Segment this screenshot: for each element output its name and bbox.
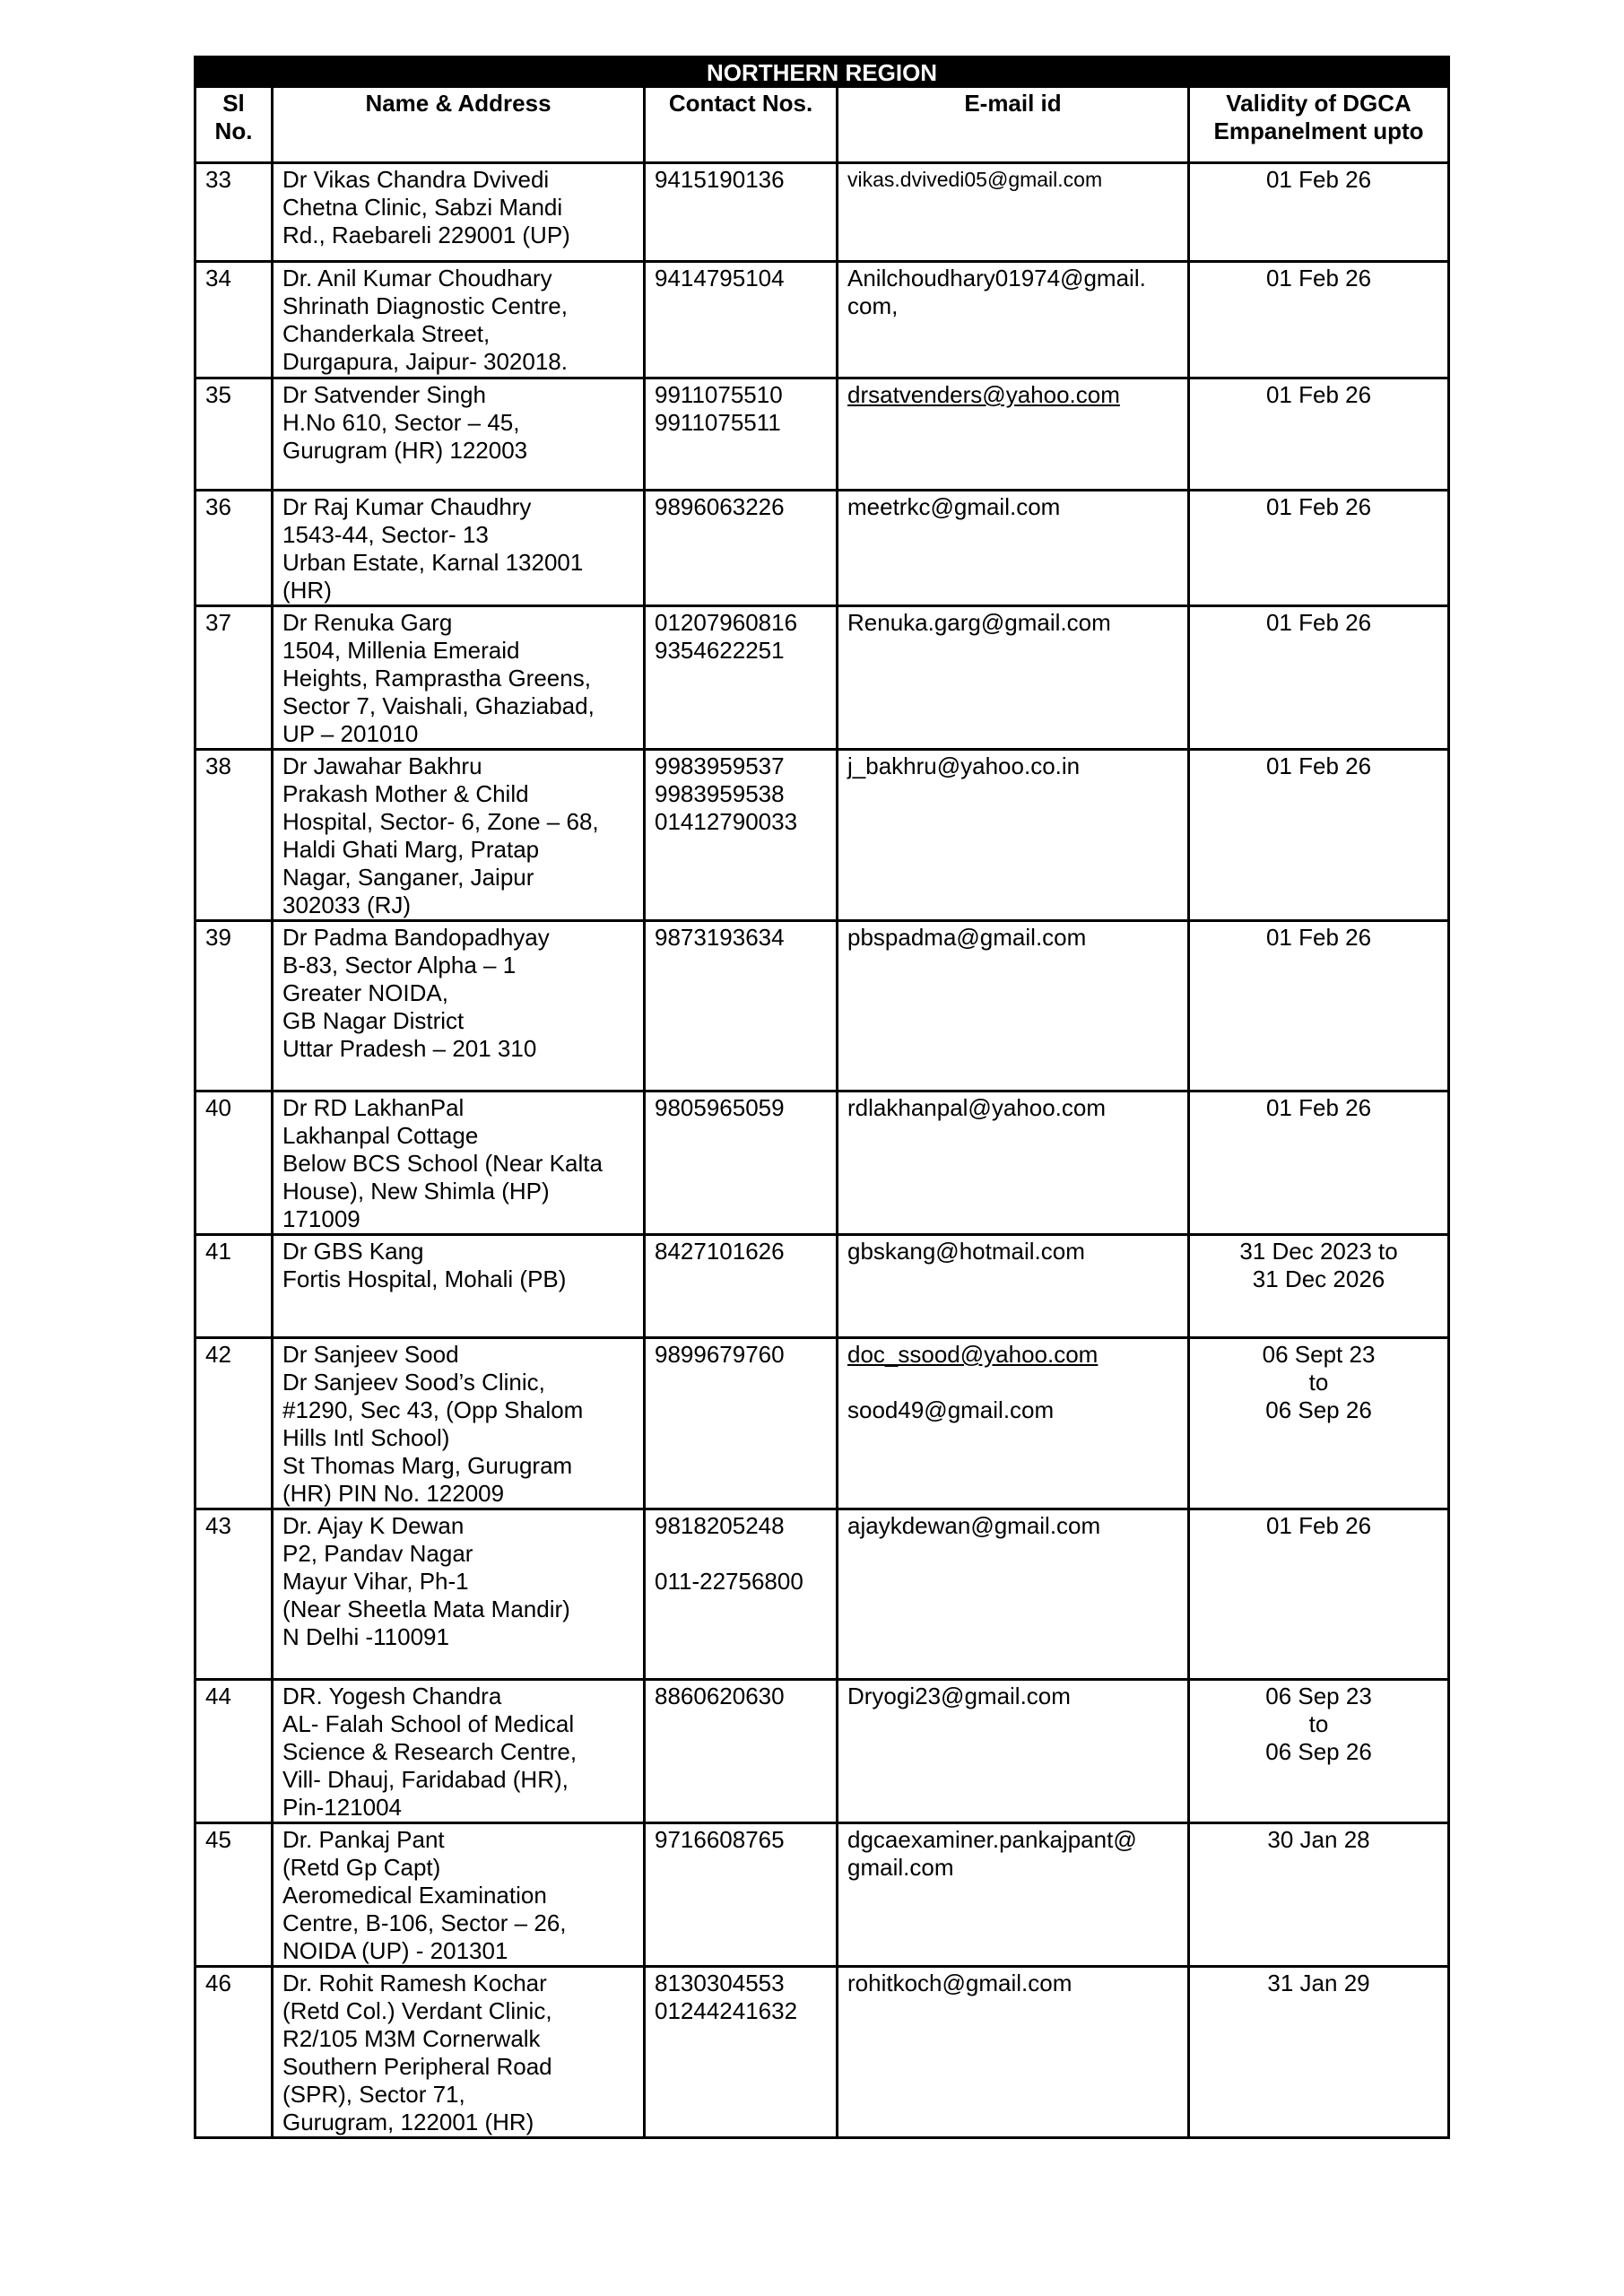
name-address-line: (Near Sheetla Mata Mandir) <box>282 1596 570 1622</box>
email-cell <box>838 1509 1189 1680</box>
email-address: gbskang@hotmail.com <box>847 1238 1085 1265</box>
validity-date: 06 Sep 26 <box>1265 1738 1372 1765</box>
contact-number: 01244241632 <box>655 1997 798 2024</box>
name-address-line: Dr Satvender Singh <box>282 381 486 408</box>
contact-cell <box>645 262 838 378</box>
email-address: Renuka.garg@gmail.com <box>847 609 1111 636</box>
name-address-line: Urban Estate, Karnal 132001 <box>282 549 584 576</box>
name-address-cell <box>273 1967 645 2138</box>
name-address-line: DR. Yogesh Chandra <box>282 1683 502 1709</box>
contact-number: 9983959538 <box>655 780 785 807</box>
serial-number: 45 <box>205 1826 231 1853</box>
table-row <box>195 1091 1449 1235</box>
name-address-line: Dr Vikas Chandra Dvivedi <box>282 166 550 193</box>
name-address-cell <box>273 1091 645 1235</box>
name-address-line: B-83, Sector Alpha – 1 <box>282 952 517 978</box>
email-cell <box>838 1235 1189 1338</box>
contact-number: 9873193634 <box>655 924 785 951</box>
table-row <box>195 1509 1449 1680</box>
email-address: vikas.dvivedi05@gmail.com <box>847 168 1103 191</box>
table-row <box>195 378 1449 491</box>
name-address-line: (Retd Col.) Verdant Clinic, <box>282 1997 552 2024</box>
name-address-cell <box>273 1509 645 1680</box>
table-row <box>195 1967 1449 2138</box>
validity-date: 01 Feb 26 <box>1265 493 1372 520</box>
serial-number-cell <box>195 378 273 491</box>
contact-cell <box>645 750 838 921</box>
name-address-line: 1504, Millenia Emeraid <box>282 637 520 664</box>
contact-cell <box>645 1823 838 1967</box>
header-name-address: Name & Address <box>273 87 645 163</box>
name-address-line: Durgapura, Jaipur- 302018. <box>282 348 568 375</box>
serial-number: 34 <box>205 265 231 291</box>
column-header-row <box>195 87 1449 163</box>
validity-cell <box>1189 1091 1449 1235</box>
validity-date: 01 Feb 26 <box>1265 381 1372 408</box>
serial-number-cell <box>195 1509 273 1680</box>
name-address-line: (Retd Gp Capt) <box>282 1854 441 1881</box>
name-address-line: Nagar, Sanganer, Jaipur <box>282 864 534 891</box>
name-address-line: Chanderkala Street, <box>282 320 491 347</box>
validity-cell <box>1189 606 1449 750</box>
table-row <box>195 921 1449 1091</box>
name-address-line: 171009 <box>282 1205 360 1232</box>
name-address-line: Vill- Dhauj, Faridabad (HR), <box>282 1766 569 1793</box>
name-address-line: (SPR), Sector 71, <box>282 2081 465 2108</box>
contact-number: 9983959537 <box>655 752 785 779</box>
validity-cell <box>1189 921 1449 1091</box>
email-cell <box>838 491 1189 606</box>
contact-cell <box>645 1680 838 1823</box>
name-address-line: P2, Pandav Nagar <box>282 1540 473 1567</box>
contact-number: 9911075510 <box>655 381 783 408</box>
name-address-line: Uttar Pradesh – 201 310 <box>282 1035 537 1062</box>
name-address-cell <box>273 921 645 1091</box>
validity-cell <box>1189 1823 1449 1967</box>
serial-number: 38 <box>205 752 231 779</box>
validity-date: 01 Feb 26 <box>1265 752 1372 779</box>
contact-cell <box>645 1091 838 1235</box>
serial-number-cell <box>195 262 273 378</box>
name-address-line: Dr GBS Kang <box>282 1238 424 1265</box>
name-address-line: Mayur Vihar, Ph-1 <box>282 1568 469 1595</box>
validity-date: 30 Jan 28 <box>1267 1826 1370 1853</box>
contact-number: 9899679760 <box>655 1341 785 1368</box>
name-address-cell <box>273 750 645 921</box>
validity-date: 31 Jan 29 <box>1267 1970 1370 1996</box>
validity-cell <box>1189 1235 1449 1338</box>
name-address-line: Dr Raj Kumar Chaudhry <box>282 493 532 520</box>
email-cell <box>838 163 1189 262</box>
serial-number: 33 <box>205 166 231 193</box>
name-address-line: Pin-121004 <box>282 1794 402 1821</box>
serial-number-cell <box>195 750 273 921</box>
name-address-line: Dr Padma Bandopadhyay <box>282 924 550 951</box>
name-address-line: Dr RD LakhanPal <box>282 1094 465 1121</box>
table-row <box>195 606 1449 750</box>
contact-number: 9911075511 <box>655 409 781 436</box>
table-row <box>195 163 1449 262</box>
email-address: com, <box>847 292 899 319</box>
region-title: NORTHERN REGION <box>195 57 1449 87</box>
table-row <box>195 262 1449 378</box>
email-address: drsatvenders@yahoo.com <box>847 381 1120 408</box>
validity-date: 01 Feb 26 <box>1265 1512 1372 1539</box>
name-address-line: Dr Renuka Garg <box>282 609 453 636</box>
contact-number: 9818205248 <box>655 1512 785 1539</box>
contact-number: 9716608765 <box>655 1826 785 1853</box>
name-address-cell <box>273 163 645 262</box>
header-contact: Contact Nos. <box>645 87 838 163</box>
contact-number: 8427101626 <box>655 1238 785 1265</box>
validity-date: to <box>1308 1369 1329 1396</box>
serial-number: 35 <box>205 381 231 408</box>
name-address-line: Haldi Ghati Marg, Pratap <box>282 836 540 863</box>
name-address-line: Dr. Ajay K Dewan <box>282 1512 465 1539</box>
name-address-cell <box>273 1823 645 1967</box>
serial-number-cell <box>195 1235 273 1338</box>
email-address: doc_ssood@yahoo.com <box>847 1341 1099 1368</box>
contact-cell <box>645 378 838 491</box>
table-row <box>195 1235 1449 1338</box>
serial-number-cell <box>195 921 273 1091</box>
name-address-cell <box>273 1680 645 1823</box>
name-address-line: Chetna Clinic, Sabzi Mandi <box>282 194 563 221</box>
validity-date: 01 Feb 26 <box>1265 609 1372 636</box>
email-cell <box>838 750 1189 921</box>
serial-number: 40 <box>205 1094 231 1121</box>
serial-number: 36 <box>205 493 231 520</box>
contact-number: 9414795104 <box>655 265 785 291</box>
validity-cell <box>1189 262 1449 378</box>
name-address-line: #1290, Sec 43, (Opp Shalom <box>282 1396 584 1423</box>
table-row <box>195 750 1449 921</box>
contact-cell <box>645 606 838 750</box>
contact-number: 9354622251 <box>655 637 785 664</box>
region-header-row <box>195 57 1449 87</box>
contact-number: 011-22756800 <box>655 1568 803 1595</box>
serial-number: 44 <box>205 1683 231 1709</box>
name-address-line: Heights, Ramprastha Greens, <box>282 665 591 691</box>
email-address: gmail.com <box>847 1854 954 1881</box>
header-email: E-mail id <box>838 87 1189 163</box>
name-address-cell <box>273 606 645 750</box>
name-address-line: Dr Jawahar Bakhru <box>282 752 482 779</box>
name-address-line: (HR) <box>282 577 332 604</box>
validity-cell <box>1189 378 1449 491</box>
name-address-line: Below BCS School (Near Kalta <box>282 1150 603 1177</box>
serial-number-cell <box>195 606 273 750</box>
serial-number: 46 <box>205 1970 231 1996</box>
validity-cell <box>1189 163 1449 262</box>
email-address: rdlakhanpal@yahoo.com <box>847 1094 1107 1121</box>
email-address: ajaykdewan@gmail.com <box>847 1512 1101 1539</box>
name-address-line: Dr. Rohit Ramesh Kochar <box>282 1970 547 1996</box>
serial-number: 39 <box>205 924 231 951</box>
email-address: pbspadma@gmail.com <box>847 924 1087 951</box>
email-address: dgcaexaminer.pankajpant@ <box>847 1826 1137 1853</box>
serial-number-cell <box>195 1680 273 1823</box>
contact-cell <box>645 491 838 606</box>
name-address-line: Lakhanpal Cottage <box>282 1122 479 1149</box>
contact-cell <box>645 163 838 262</box>
name-address-line: Gurugram (HR) 122003 <box>282 437 528 464</box>
header-sl-line-1: Sl <box>222 90 245 117</box>
name-address-line: GB Nagar District <box>282 1007 465 1034</box>
name-address-cell <box>273 1338 645 1509</box>
email-address: rohitkoch@gmail.com <box>847 1970 1073 1996</box>
name-address-line: Science & Research Centre, <box>282 1738 578 1765</box>
contact-number: 9896063226 <box>655 493 785 520</box>
name-address-line: Dr. Anil Kumar Choudhary <box>282 265 552 291</box>
email-address: j_bakhru@yahoo.co.in <box>847 752 1081 779</box>
email-cell <box>838 921 1189 1091</box>
validity-cell <box>1189 1338 1449 1509</box>
name-address-line: UP – 201010 <box>282 720 419 747</box>
email-address: Anilchoudhary01974@gmail. <box>847 265 1146 291</box>
validity-cell <box>1189 1967 1449 2138</box>
name-address-line: Greater NOIDA, <box>282 979 448 1006</box>
name-address-cell <box>273 1235 645 1338</box>
email-cell <box>838 1680 1189 1823</box>
serial-number: 41 <box>205 1238 231 1265</box>
name-address-line: Rd., Raebareli 229001 (UP) <box>282 222 570 248</box>
contact-cell <box>645 1509 838 1680</box>
table-row <box>195 1680 1449 1823</box>
header-validity-line-2: Empanelment upto <box>1213 117 1424 144</box>
serial-number-cell <box>195 491 273 606</box>
validity-date: 06 Sep 23 <box>1265 1683 1372 1709</box>
contact-cell <box>645 1967 838 2138</box>
header-validity <box>1189 87 1449 163</box>
name-address-line: Dr. Pankaj Pant <box>282 1826 445 1853</box>
email-cell <box>838 378 1189 491</box>
name-address-line: NOIDA (UP) - 201301 <box>282 1937 508 1964</box>
serial-number-cell <box>195 1967 273 2138</box>
email-address: Dryogi23@gmail.com <box>847 1683 1071 1709</box>
serial-number-cell <box>195 1091 273 1235</box>
header-validity-line-1: Validity of DGCA <box>1226 90 1411 117</box>
header-sl-no <box>195 87 273 163</box>
serial-number: 42 <box>205 1341 231 1368</box>
email-cell <box>838 1091 1189 1235</box>
validity-date: 01 Feb 26 <box>1265 1094 1372 1121</box>
email-cell <box>838 1967 1189 2138</box>
validity-cell <box>1189 1680 1449 1823</box>
name-address-cell <box>273 491 645 606</box>
contact-cell <box>645 1338 838 1509</box>
serial-number-cell <box>195 1823 273 1967</box>
validity-date: 31 Dec 2026 <box>1252 1265 1385 1292</box>
name-address-line: Fortis Hospital, Mohali (PB) <box>282 1265 567 1292</box>
contact-number: 9805965059 <box>655 1094 785 1121</box>
serial-number-cell <box>195 1338 273 1509</box>
validity-cell <box>1189 491 1449 606</box>
contact-number: 8130304553 <box>655 1970 785 1996</box>
name-address-line: Dr Sanjeev Sood’s Clinic, <box>282 1369 545 1396</box>
name-address-line: Aeromedical Examination <box>282 1882 547 1909</box>
email-cell <box>838 1338 1189 1509</box>
name-address-line: N Delhi -110091 <box>282 1623 449 1650</box>
email-cell <box>838 262 1189 378</box>
validity-date: 31 Dec 2023 to <box>1239 1238 1398 1265</box>
validity-date: 01 Feb 26 <box>1265 166 1372 193</box>
email-cell <box>838 1823 1189 1967</box>
contact-cell <box>645 1235 838 1338</box>
contact-number: 8860620630 <box>655 1683 785 1709</box>
name-address-cell <box>273 262 645 378</box>
validity-cell <box>1189 1509 1449 1680</box>
examiner-table <box>194 56 1450 2139</box>
name-address-line: H.No 610, Sector – 45, <box>282 409 520 436</box>
name-address-line: Shrinath Diagnostic Centre, <box>282 292 568 319</box>
serial-number: 37 <box>205 609 231 636</box>
name-address-line: Sector 7, Vaishali, Ghaziabad, <box>282 692 595 719</box>
name-address-line: R2/105 M3M Cornerwalk <box>282 2025 541 2052</box>
validity-date: to <box>1308 1710 1329 1737</box>
table-row <box>195 491 1449 606</box>
contact-cell <box>645 921 838 1091</box>
validity-date: 01 Feb 26 <box>1265 265 1372 291</box>
name-address-line: Centre, B-106, Sector – 26, <box>282 1909 567 1936</box>
email-address: meetrkc@gmail.com <box>847 493 1061 520</box>
table-row <box>195 1338 1449 1509</box>
email-cell <box>838 606 1189 750</box>
examiner-rows <box>195 163 1449 2138</box>
table-row <box>195 1823 1449 1967</box>
name-address-line: Gurugram, 122001 (HR) <box>282 2109 534 2135</box>
contact-number: 01412790033 <box>655 808 798 835</box>
name-address-line: 302033 (RJ) <box>282 891 412 918</box>
name-address-line: Prakash Mother & Child <box>282 780 529 807</box>
header-sl-line-2: No. <box>214 117 253 144</box>
email-address: sood49@gmail.com <box>847 1396 1055 1423</box>
name-address-cell <box>273 378 645 491</box>
name-address-line: House), New Shimla (HP) <box>282 1178 550 1205</box>
name-address-line: (HR) PIN No. 122009 <box>282 1480 505 1507</box>
name-address-line: AL- Falah School of Medical <box>282 1710 575 1737</box>
name-address-line: Southern Peripheral Road <box>282 2053 552 2080</box>
serial-number-cell <box>195 163 273 262</box>
contact-number: 01207960816 <box>655 609 798 636</box>
name-address-line: Hospital, Sector- 6, Zone – 68, <box>282 808 599 835</box>
name-address-line: Dr Sanjeev Sood <box>282 1341 459 1368</box>
validity-date: 06 Sep 26 <box>1265 1396 1372 1423</box>
name-address-line: Hills Intl School) <box>282 1424 450 1451</box>
serial-number: 43 <box>205 1512 231 1539</box>
validity-cell <box>1189 750 1449 921</box>
validity-date: 01 Feb 26 <box>1265 924 1372 951</box>
validity-date: 06 Sept 23 <box>1262 1341 1376 1368</box>
contact-number: 9415190136 <box>655 166 785 193</box>
name-address-line: 1543-44, Sector- 13 <box>282 521 489 548</box>
name-address-line: St Thomas Marg, Gurugram <box>282 1452 573 1479</box>
